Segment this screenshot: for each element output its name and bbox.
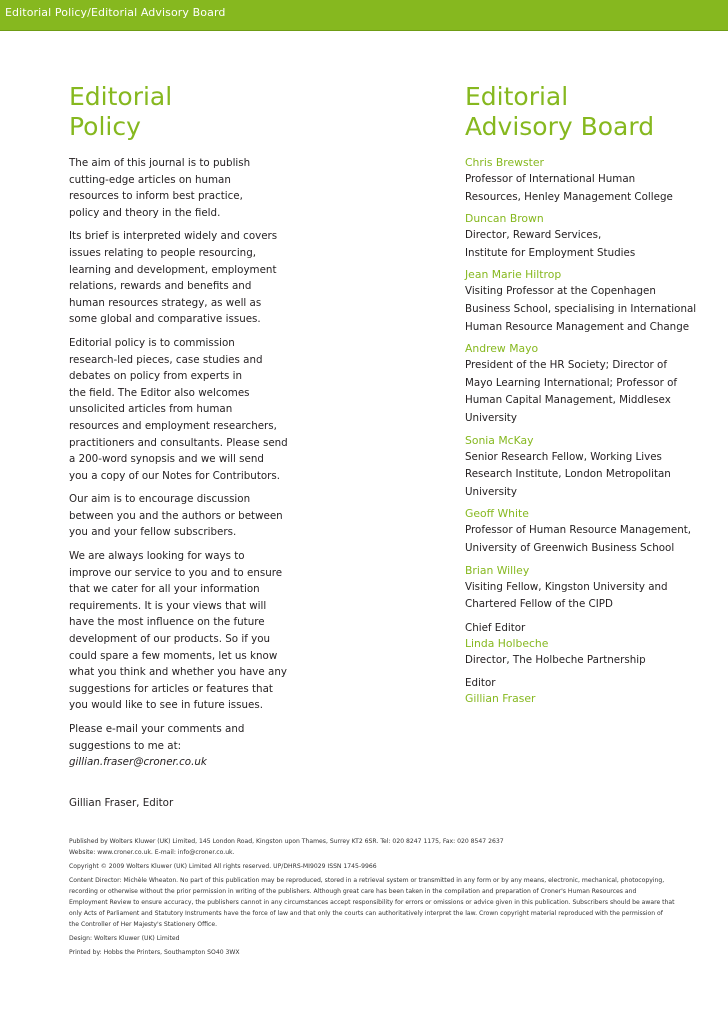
- board-member: [465, 563, 715, 614]
- editorial-policy-section: [69, 82, 399, 811]
- member-name: Chris Brewster: [465, 156, 544, 169]
- chief-editor-name: Linda Holbeche: [465, 636, 549, 650]
- member-role: Visiting Professor at the Copenhagen Business School, specialising in International Human Resource Management and Change: [465, 285, 697, 333]
- policy-paragraph: We are always looking for ways to improve our service to you and to ensure that we cater for all your information requirements. It is your views that will have the most influence on the future development of our products. So if you could spare a few moments, let us know what you think and whether you have any suggestions for articles or features that you would like to see in future issues.: [69, 550, 287, 712]
- disclaimer: Content Director: Michèle Wheaton. No part of this publication may be reproduced, stored in a retrieval system or transmitted in any form or by any means, electronic, mechanical, photocopying, recording or otherwise without the prior permission in writing of the publishers. Although great care has been taken in the compilation and preparation of Croner's Human Resources and Employment Review to ensure accuracy, the publishers cannot in any circumstances accept responsibility for errors or omissions or advice given in this publication. Subscribers should be aware that only Acts of Parliament and Statutory Instruments have the force of law and that only the courts can authoritatively interpret the law. Crown copyright material reproduced with the permission of the Controller of Her Majesty's Stationery Office.: [69, 877, 675, 928]
- policy-paragraph: Editorial policy is to commission research-led pieces, case studies and debates on policy from experts in the field. The Editor also welcomes unsolicited articles from human resources and employment researchers, practitioners and consultants. Please send a 200-word synopsis and we will send you a copy of our Notes for Contributors.: [69, 336, 288, 482]
- member-name: Jean Marie Hiltrop: [465, 268, 562, 282]
- publisher-footer: [69, 836, 675, 961]
- member-name: Sonia McKay: [465, 433, 534, 447]
- editor-label: Editor: [465, 677, 496, 690]
- member-role: President of the HR Society; Director of Mayo Learning International; Professor of Human Capital Management, Middlesex University: [465, 359, 678, 424]
- board-member: [465, 211, 715, 262]
- contact-paragraph: Please e-mail your comments and suggestions to me at: gillian.fraser@croner.co.uk: [69, 721, 399, 771]
- editor: [465, 675, 715, 707]
- advisory-board-section: [465, 82, 715, 712]
- board-heading: Editorial Advisory Board: [465, 82, 655, 141]
- board-member: [465, 267, 715, 336]
- design-credit: Design: Wolters Kluwer (UK) Limited: [69, 935, 180, 942]
- member-role: Visiting Fellow, Kingston University and Chartered Fellow of the CIPD: [465, 580, 668, 611]
- signoff: Gillian Fraser, Editor: [69, 796, 174, 809]
- member-role: Professor of International Human Resources, Henley Management College: [465, 173, 673, 203]
- board-member: [465, 155, 715, 206]
- board-member: [465, 341, 715, 427]
- policy-paragraph: Its brief is interpreted widely and covers issues relating to people resourcing, learning and development, employment relations, rewards and benefits and human resources strategy, as well as some global and comparative issues.: [69, 230, 278, 326]
- policy-paragraph: The aim of this journal is to publish cutting-edge articles on human resources to inform best practice, policy and theory in the field.: [69, 157, 251, 219]
- member-name: Geoff White: [465, 507, 529, 521]
- published-by: Published by Wolters Kluwer (UK) Limited, 145 London Road, Kingston upon Thames, Surrey KT2 6SR. Tel: 020 8247 1175, Fax: 020 8547 2637 Website: www.croner.co.uk. E-mail: info@croner.co.uk.: [69, 838, 504, 856]
- member-name: Brian Willey: [465, 563, 530, 577]
- board-member: [465, 433, 715, 502]
- policy-paragraph: Our aim is to encourage discussion between you and the authors or between you and your fellow subscribers.: [69, 493, 283, 539]
- header-bar: [0, 0, 728, 31]
- copyright: Copyright © 2009 Wolters Kluwer (UK) Limited All rights reserved. UP/DHRS-MI9029 ISSN 1745-9966: [69, 863, 377, 870]
- member-name: Duncan Brown: [465, 212, 544, 226]
- editor-name: Gillian Fraser: [465, 692, 536, 706]
- chief-editor: [465, 620, 715, 670]
- member-role: Director, Reward Services, Institute for Employment Studies: [465, 229, 636, 259]
- policy-heading: Editorial Policy: [69, 82, 173, 141]
- editor-email-link[interactable]: gillian.fraser@croner.co.uk: [69, 756, 207, 769]
- member-role: Senior Research Fellow, Working Lives Research Institute, London Metropolitan University: [465, 450, 671, 498]
- member-role: Professor of Human Resource Management, University of Greenwich Business School: [465, 524, 692, 554]
- chief-editor-role: Director, The Holbeche Partnership: [465, 653, 646, 666]
- chief-editor-label: Chief Editor: [465, 621, 526, 634]
- member-name: Andrew Mayo: [465, 342, 539, 356]
- board-member: [465, 506, 715, 557]
- printer-credit: Printed by: Hobbs the Printers, Southampton SO40 3WX: [69, 949, 240, 956]
- breadcrumb: Editorial Policy/Editorial Advisory Board: [5, 6, 226, 19]
